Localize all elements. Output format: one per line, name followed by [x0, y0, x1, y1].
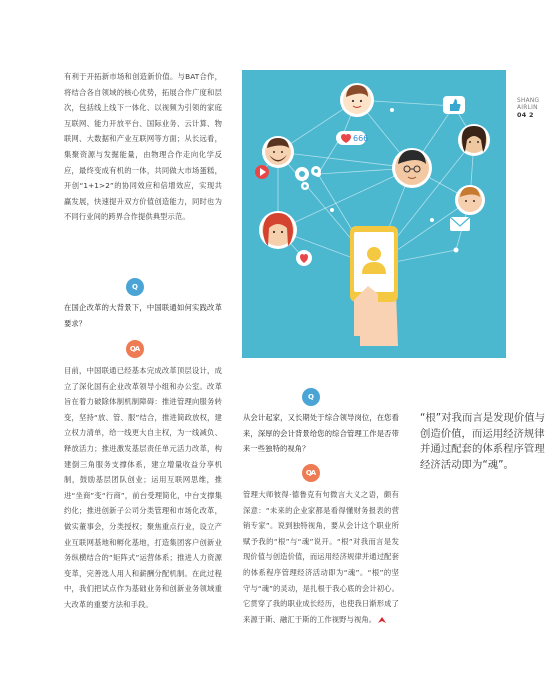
- question-text-2: 在国企改革的大背景下，中国联通如何实践改革要求？: [64, 303, 222, 328]
- answer-text-3: [243, 487, 399, 627]
- avatar-far-right: [455, 185, 485, 215]
- answer-text-3-body: 管理大师彼得·德鲁克有句微言大义之语，颇有深意：“未来的企业家都是看得懂财务报表的营销专家”。说到独特视角，要从会计这个职业所赋予我的“根”与“魂”说开。“根”对我而言是发现价值与创造价值，而运用经济规律并通过配套的体系程序管理经济活动即为“魂”。“根”的坚守与“魂”的灵动，是扎根于我心底的会计初心。它贯穿了我的职业成长经历，也使我日渐形成了来源于斯、融汇于斯的工作视野与视角。: [243, 490, 399, 624]
- thumbs-up-icon: [443, 96, 465, 114]
- body-paragraph-1: 有利于开拓新市场和创造新价值。与BAT合作，将结合各自领域的核心优势，拓展合作广度和层次，包括线上线下一体化、以视频为引领的家庭互联网、能力开放平台、国际业务、云计算、物联网、大数据和产业互联网等方面；从长远看，集聚资源与发掘能量，由物理合作走向化学反应，最终变成有机的一体，共同做大市场蛋糕，开创“1+1>2”的协同效应和倍增效应，实现共赢发展，快速提升双方价值创造能力，同时也为不同行业间的跨界合作提供典型示范。: [64, 72, 222, 222]
- avatar-top: [340, 83, 374, 117]
- running-head-line2: AIRLIN: [517, 105, 538, 111]
- avatar-left: [262, 136, 294, 168]
- avatar-lower-left: [259, 211, 297, 249]
- avatar-center: [392, 148, 432, 188]
- like-count: 666: [353, 134, 369, 143]
- answer-badge: Q A: [126, 340, 144, 358]
- question-text-3: 从会计起家，又长期处于综合领导岗位，在您看来，深厚的会计背景给您的综合管理工作是否带来一些独特的视角？: [243, 413, 399, 454]
- social-network-illustration: [242, 70, 506, 358]
- question-badge: Q: [302, 388, 320, 406]
- heart-count-badge: [336, 131, 368, 145]
- pull-quote: “根”对我而言是发现价值与创造价值，而运用经济规律并通过配套的体系程序管理经济活动即为“魂”。: [420, 412, 546, 471]
- heart-icon: [296, 250, 312, 266]
- running-head-line1: SHANG: [517, 98, 540, 104]
- running-head: [517, 98, 551, 119]
- page-number: 04 2: [517, 111, 534, 119]
- question-badge: Q: [126, 278, 144, 296]
- play-icon: [255, 165, 269, 179]
- mail-icon: [450, 217, 470, 231]
- answer-badge: Q A: [302, 464, 320, 482]
- smartphone-icon: [350, 226, 398, 346]
- avatar-right: [458, 124, 490, 156]
- answer-text-2: 目前，中国联通已经基本完成改革顶层设计，成立了深化国有企业改革领导小组和办公室。改革旨在着力破除体制机制障碍：推进管理向服务转变，坚持“放、管、服”结合，推进简政放权，建立权力清单，给一线更大自主权，为一线减负、释放活力；推进激发基层责任单元活力改革，构建倒三角服务支撑体系，建立增量收益分享机制，鼓励基层团队创业；运用互联网思维，推进“坐商”变“行商”，前台受理简化，中台支撑集约化；推进创新子公司分类管理和市场化改革，做实董事会，分类授权；聚焦重点行业，设立产业互联网基地和孵化基地，打造集团客户创新业务纵横结合的“矩阵式”运营体系；推进人力资源变革，完善选人用人和薪酬分配机制。在此过程中，我们把试点作为基础业务和创新业务领域重大改革的重要方法和手段。: [64, 366, 222, 609]
- end-mark-icon: [377, 616, 387, 624]
